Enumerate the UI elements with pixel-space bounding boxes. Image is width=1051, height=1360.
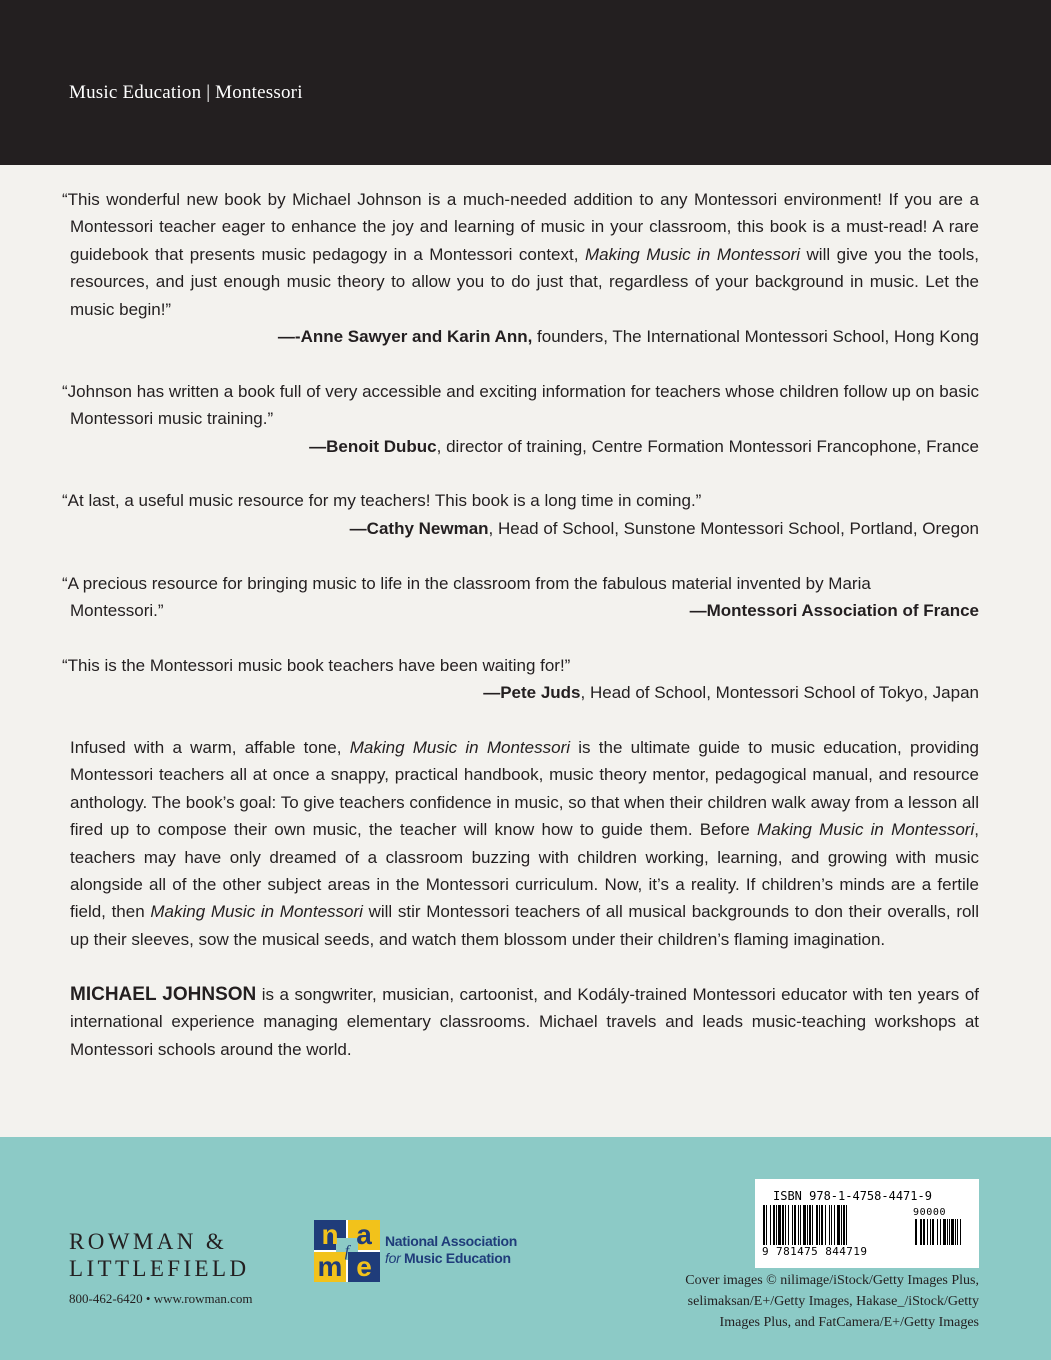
quote-text: Montessori.” — [70, 601, 164, 621]
publisher-logo: ROWMAN & LITTLEFIELD — [69, 1229, 250, 1281]
quote-text: “Johnson has written a book full of very accessible and exciting information for teachers whose children follow up on basic Montessori music training.” — [62, 381, 979, 429]
quote-text: “A precious resource for bringing music to life in the classroom from the fabulous material invented by Maria — [62, 573, 871, 593]
quote-3 — [62, 487, 979, 542]
logo-letter: f — [344, 1243, 350, 1260]
quote-attribution: —Pete Juds, Head of School, Montessori School of Tokyo, Japan — [483, 683, 979, 703]
quote-5 — [62, 652, 979, 707]
header-band — [0, 0, 1051, 165]
quote-affiliation: , Head of School, Montessori School of Tokyo, Japan — [580, 683, 979, 703]
quote-text: “This wonderful new book by Michael Johnson is a much-needed addition to any Montessori environment! If you are a Montessori teacher eager to enhance the joy and learning of music in your classroom, this book is a must-read! A rare guidebook that presents music pedagogy in a Montessori context, — [62, 190, 979, 264]
book-description: Infused with a warm, affable tone, Making Music in Montessori is the ultimate guide to music education, providing Montessori teachers all at once a snappy, practical handbook, music theory mentor, pedagogical manual, and resource anthology. The book’s goal: To give teachers confidence in music, so that when their children walk away from a lesson all fired up to compose their own music, the teacher will know how to guide them. Before Making Music in Montessori, teachers may have only dreamed of a classroom buzzing with children working, learning, and growing with music alongside all of the other subject areas in the Montessori curriculum. Now, it’s a reality. If children’s minds are a fertile field, then Making Music in Montessori will stir Montessori teachers of all musical backgrounds to don their overalls, roll up their sleeves, sow the musical seeds, and watch them blossom under their children’s flaming imagination. — [70, 738, 979, 949]
quote-2 — [62, 378, 979, 460]
quote-affiliation: founders, The International Montessori School, Hong Kong — [532, 327, 979, 347]
cover-image-credits: Cover images © nilimage/iStock/Getty Images Plus, selimaksan/E+/Getty Images, Hakase_/iStock/Getty Images Plus, and FatCamera/E+/Getty Images — [685, 1273, 979, 1330]
barcode-digits: 9 781475 844719 — [762, 1245, 868, 1258]
back-cover-content — [62, 186, 979, 1063]
author-name: MICHAEL JOHNSON — [70, 983, 257, 1005]
quote-affiliation: , Head of School, Sunstone Montessori School, Portland, Oregon — [488, 518, 979, 538]
book-title: Making Music in Montessori — [150, 902, 363, 922]
quote-attribution: —Benoit Dubuc, director of training, Centre Formation Montessori Francophone, France — [309, 436, 979, 456]
quote-attribution: —Cathy Newman, Head of School, Sunstone Montessori School, Portland, Oregon — [349, 518, 979, 538]
category-label: Music Education | Montessori — [69, 82, 303, 103]
quote-text: will give you the tools, resources, and just enough music theory to allow you to do just that, regardless of your background in music. Let the music begin!” — [70, 244, 979, 319]
logo-letter: a — [356, 1220, 372, 1250]
book-title: Making Music in Montessori — [757, 820, 975, 840]
quote-attribution: —-Anne Sawyer and Karin Ann, founders, The International Montessori School, Hong Kong — [277, 327, 979, 347]
quote-attribution: —Montessori Association of France — [689, 601, 979, 621]
book-title: Making Music in Montessori — [584, 244, 801, 264]
quote-author: Montessori Association of France — [706, 601, 979, 621]
nafme-name: National Association for Music Education — [385, 1233, 517, 1266]
barcode-addon-digits: 90000 — [913, 1207, 947, 1218]
quote-author: Pete Juds — [500, 683, 581, 703]
quote-text: “At last, a useful music resource for my teachers! This book is a long time in coming.” — [62, 491, 702, 511]
quote-author: Anne Sawyer and Karin Ann, — [300, 327, 533, 347]
quote-text: “This is the Montessori music book teachers have been waiting for!” — [62, 655, 571, 675]
publisher-contact: 800-462-6420 • www.rowman.com — [69, 1291, 253, 1306]
logo-letter: n — [321, 1220, 339, 1250]
quote-1 — [62, 186, 979, 350]
isbn-barcode — [755, 1179, 979, 1268]
author-bio: MICHAEL JOHNSON is a songwriter, musician, cartoonist, and Kodály-trained Montessori educator with ten years of international experience managing elementary classrooms. Michael travels and leads music-teaching workshops at Montessori schools around the world. — [70, 983, 979, 1059]
logo-letter: e — [356, 1251, 372, 1282]
quote-affiliation: , director of training, Centre Formation Montessori Francophone, France — [436, 436, 979, 456]
quote-4 — [62, 570, 979, 625]
isbn-number: ISBN 978-1-4758-4471-9 — [773, 1189, 932, 1203]
quote-author: Benoit Dubuc — [326, 436, 437, 456]
logo-letter: m — [317, 1251, 343, 1282]
nafme-logo-icon — [314, 1220, 380, 1282]
book-title: Making Music in Montessori — [349, 738, 571, 758]
quote-author: Cathy Newman — [366, 518, 489, 538]
